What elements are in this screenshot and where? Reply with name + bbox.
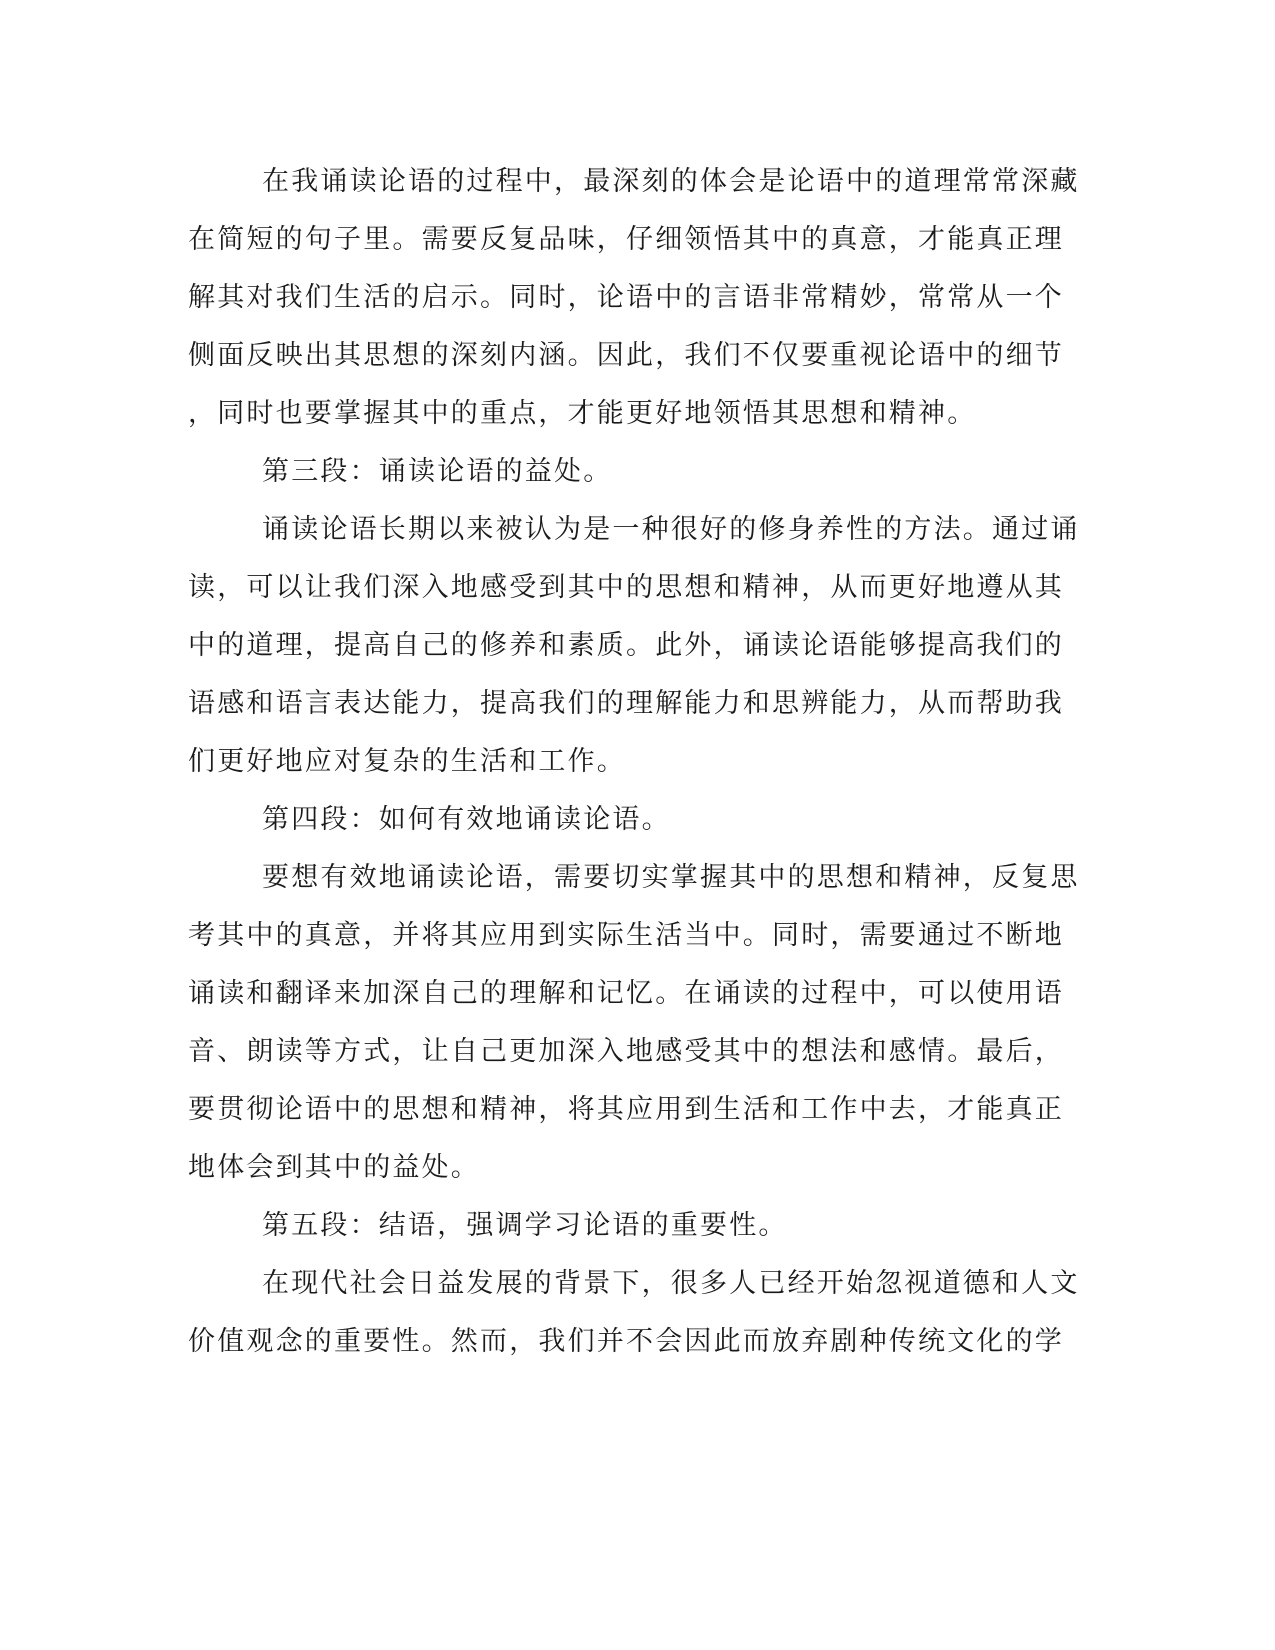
text-line: 要贯彻论语中的思想和精神，将其应用到生活和工作中去，才能真正 [188, 1094, 1064, 1125]
text-line: 音、朗读等方式，让自己更加深入地感受其中的想法和感情。最后， [188, 1036, 1064, 1067]
text-line: 要想有效地诵读论语，需要切实掌握其中的思想和精神，反复思 [262, 862, 1080, 893]
text-line: 考其中的真意，并将其应用到实际生活当中。同时，需要通过不断地 [188, 920, 1064, 951]
text-line: 诵读论语长期以来被认为是一种很好的修身养性的方法。通过诵 [262, 514, 1080, 545]
text-line: 在简短的句子里。需要反复品味，仔细领悟其中的真意，才能真正理 [188, 224, 1064, 255]
text-line: 侧面反映出其思想的深刻内涵。因此，我们不仅要重视论语中的细节 [188, 340, 1064, 371]
text-line: 在现代社会日益发展的背景下，很多人已经开始忽视道德和人文 [262, 1268, 1080, 1299]
text-line: 价值观念的重要性。然而，我们并不会因此而放弃剧种传统文化的学 [188, 1326, 1064, 1357]
section-heading: 第三段：诵读论语的益处。 [262, 456, 613, 487]
text-line: 中的道理，提高自己的修养和素质。此外，诵读论语能够提高我们的 [188, 630, 1064, 661]
text-line: 语感和语言表达能力，提高我们的理解能力和思辨能力，从而帮助我 [188, 688, 1064, 719]
section-heading: 第五段：结语，强调学习论语的重要性。 [262, 1210, 788, 1241]
text-line: 地体会到其中的益处。 [188, 1152, 480, 1183]
section-heading: 第四段：如何有效地诵读论语。 [262, 804, 671, 835]
text-line: 读，可以让我们深入地感受到其中的思想和精神，从而更好地遵从其 [188, 572, 1064, 603]
text-line: 解其对我们生活的启示。同时，论语中的言语非常精妙，常常从一个 [188, 282, 1064, 313]
text-line: 在我诵读论语的过程中，最深刻的体会是论语中的道理常常深藏 [262, 166, 1080, 197]
text-line: 们更好地应对复杂的生活和工作。 [188, 746, 626, 777]
text-line: 诵读和翻译来加深自己的理解和记忆。在诵读的过程中，可以使用语 [188, 978, 1064, 1009]
text-line: ，同时也要掌握其中的重点，才能更好地领悟其思想和精神。 [188, 398, 977, 429]
